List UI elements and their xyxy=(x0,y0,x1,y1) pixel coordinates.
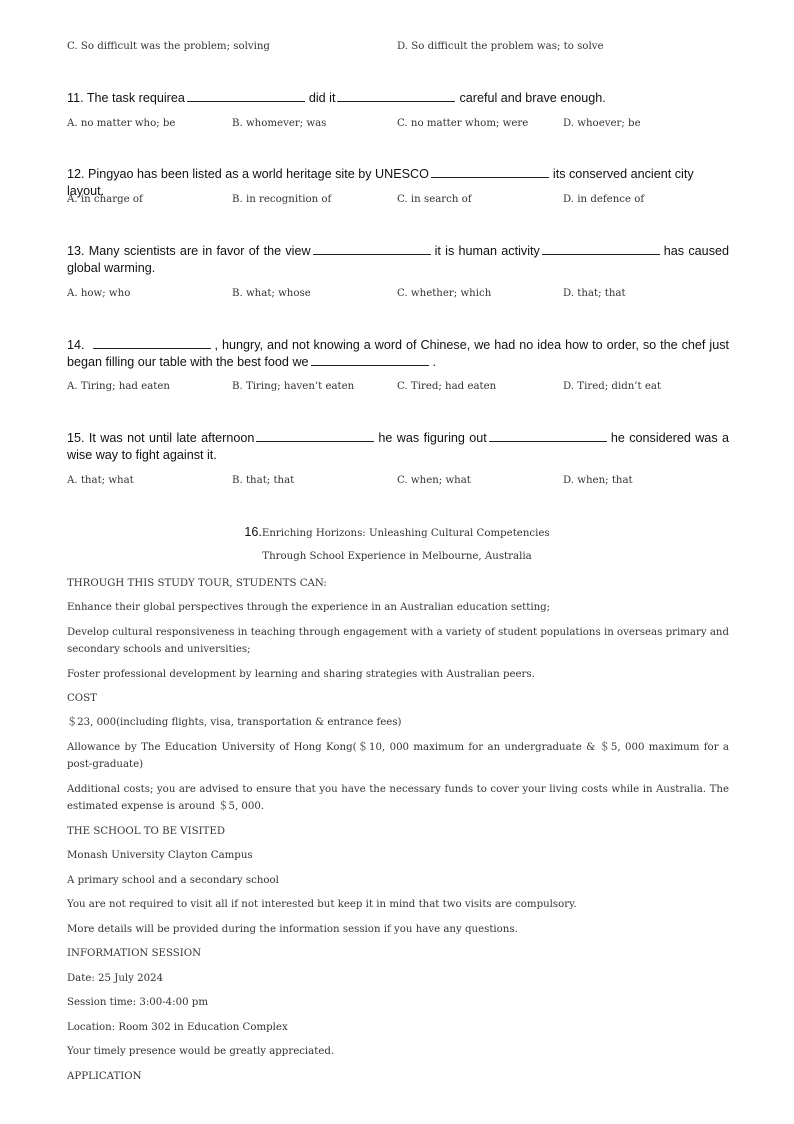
q14-stem-part: , hungry, and not knowing a word of Chinese, we had no idea how to order, so the chef just xyxy=(214,338,729,352)
q14-stem-line1 xyxy=(67,337,729,354)
q12-option-d: D. in defence of xyxy=(563,194,645,205)
answer-blank xyxy=(187,90,305,102)
q13-stem-line2: global warming. xyxy=(67,261,156,275)
passage-paragraph: More details will be provided during the information session if you have any questions. xyxy=(67,924,518,935)
passage-heading: INFORMATION SESSION xyxy=(67,948,202,959)
passage-paragraph: ＄23, 000(including flights, visa, transportation & entrance fees) xyxy=(67,717,402,728)
q11-option-d: D. whoever; be xyxy=(563,118,641,129)
q13-option-b: B. what; whose xyxy=(232,288,311,299)
passage-paragraph: Allowance by The Education University of Hong Kong(＄10, 000 maximum for an undergraduate & ＄5, 000 maximum for a post-graduate) xyxy=(67,742,729,770)
passage-paragraph: You are not required to visit all if not interested but keep it in mind that two visits are compulsory. xyxy=(67,899,577,910)
q13-option-c: C. whether; which xyxy=(397,288,492,299)
q15-option-a: A. that; what xyxy=(67,475,134,486)
answer-blank xyxy=(311,354,429,366)
q13-stem-line1 xyxy=(67,243,729,260)
answer-blank xyxy=(313,243,431,255)
q15-option-d: D. when; that xyxy=(563,475,633,486)
q13-stem-part: it is human activity xyxy=(434,244,540,258)
answer-blank xyxy=(489,430,607,442)
q13-option-d: D. that; that xyxy=(563,288,626,299)
passage-paragraph: Session time: 3:00-4:00 pm xyxy=(67,997,208,1008)
q11-option-a: A. no matter who; be xyxy=(67,118,176,129)
q12-stem-part: 12. Pingyao has been listed as a world heritage site by UNESCO xyxy=(67,167,429,181)
q11-stem-part: careful and brave enough. xyxy=(459,91,606,105)
q14-stem-part: . xyxy=(432,355,437,369)
q12-option-b: B. in recognition of xyxy=(232,194,332,205)
q13-stem-part: has caused xyxy=(663,244,729,258)
passage-paragraph: Develop cultural responsiveness in teaching through engagement with a variety of student populations in overseas primary and secondary schools and universities; xyxy=(67,627,729,655)
q14-option-a: A. Tiring; had eaten xyxy=(67,381,170,392)
q11-option-b: B. whomever; was xyxy=(232,118,327,129)
answer-blank xyxy=(256,430,374,442)
passage-heading: APPLICATION xyxy=(67,1071,142,1082)
q14-option-c: C. Tired; had eaten xyxy=(397,381,497,392)
passage-paragraph: Additional costs; you are advised to ensure that you have the necessary funds to cover your living costs while in Australia. The estimated expense is around ＄5, 000. xyxy=(67,784,729,812)
q13-option-a: A. how; who xyxy=(67,288,131,299)
q14-option-d: D. Tired; didn’t eat xyxy=(563,381,662,392)
q11-option-c: C. no matter whom; were xyxy=(397,118,529,129)
q10-option-c: C. So difficult was the problem; solving xyxy=(67,41,270,52)
q11-stem-part: 11. The task requirea xyxy=(67,91,185,105)
q15-stem-part: 15. It was not until late afternoon xyxy=(67,431,255,445)
passage-title-text: Enriching Horizons: Unleashing Cultural Competencies xyxy=(261,528,550,539)
q15-stem-line1 xyxy=(67,430,729,447)
q14-stem-part: began filling our table with the best food we xyxy=(67,355,309,369)
passage-heading: COST xyxy=(67,693,97,704)
answer-blank xyxy=(93,337,211,349)
passage-paragraph: Foster professional development by learning and sharing strategies with Australian peers. xyxy=(67,669,535,680)
passage-paragraph: Enhance their global perspectives through the experience in an Australian education setting; xyxy=(67,602,551,613)
passage-paragraph: Your timely presence would be greatly appreciated. xyxy=(67,1046,335,1057)
passage-paragraph: Location: Room 302 in Education Complex xyxy=(67,1022,288,1033)
q15-stem-line2: wise way to fight against it. xyxy=(67,448,217,462)
answer-blank xyxy=(431,166,549,178)
q12-stem-part: its conserved ancient city layout. xyxy=(67,167,694,198)
passage-number: 16. xyxy=(244,525,262,539)
q10-option-d: D. So difficult the problem was; to solve xyxy=(397,41,604,52)
q12-option-c: C. in search of xyxy=(397,194,472,205)
q13-stem-part: 13. Many scientists are in favor of the view xyxy=(67,244,311,258)
answer-blank xyxy=(337,90,455,102)
q11-stem xyxy=(67,90,729,107)
q12-option-a: A. in charge of xyxy=(67,194,143,205)
q15-option-b: B. that; that xyxy=(232,475,295,486)
q14-option-b: B. Tiring; haven’t eaten xyxy=(232,381,355,392)
passage-paragraph: Date: 25 July 2024 xyxy=(67,973,164,984)
q15-stem-part: he considered was a xyxy=(610,431,730,445)
passage-paragraph: Monash University Clayton Campus xyxy=(67,850,253,861)
q14-stem-part: 14. xyxy=(67,338,85,352)
passage-heading: THE SCHOOL TO BE VISITED xyxy=(67,826,226,837)
q15-stem-part: he was figuring out xyxy=(378,431,487,445)
q11-stem-part: did it xyxy=(308,91,336,105)
answer-blank xyxy=(542,243,660,255)
q14-stem-line2 xyxy=(67,354,729,371)
passage-title-line2: Through School Experience in Melbourne, Australia xyxy=(262,551,532,562)
q15-option-c: C. when; what xyxy=(397,475,471,486)
passage-title-line1 xyxy=(0,525,794,539)
passage-paragraph: A primary school and a secondary school xyxy=(67,875,279,886)
passage-heading: THROUGH THIS STUDY TOUR, STUDENTS CAN: xyxy=(67,578,327,589)
